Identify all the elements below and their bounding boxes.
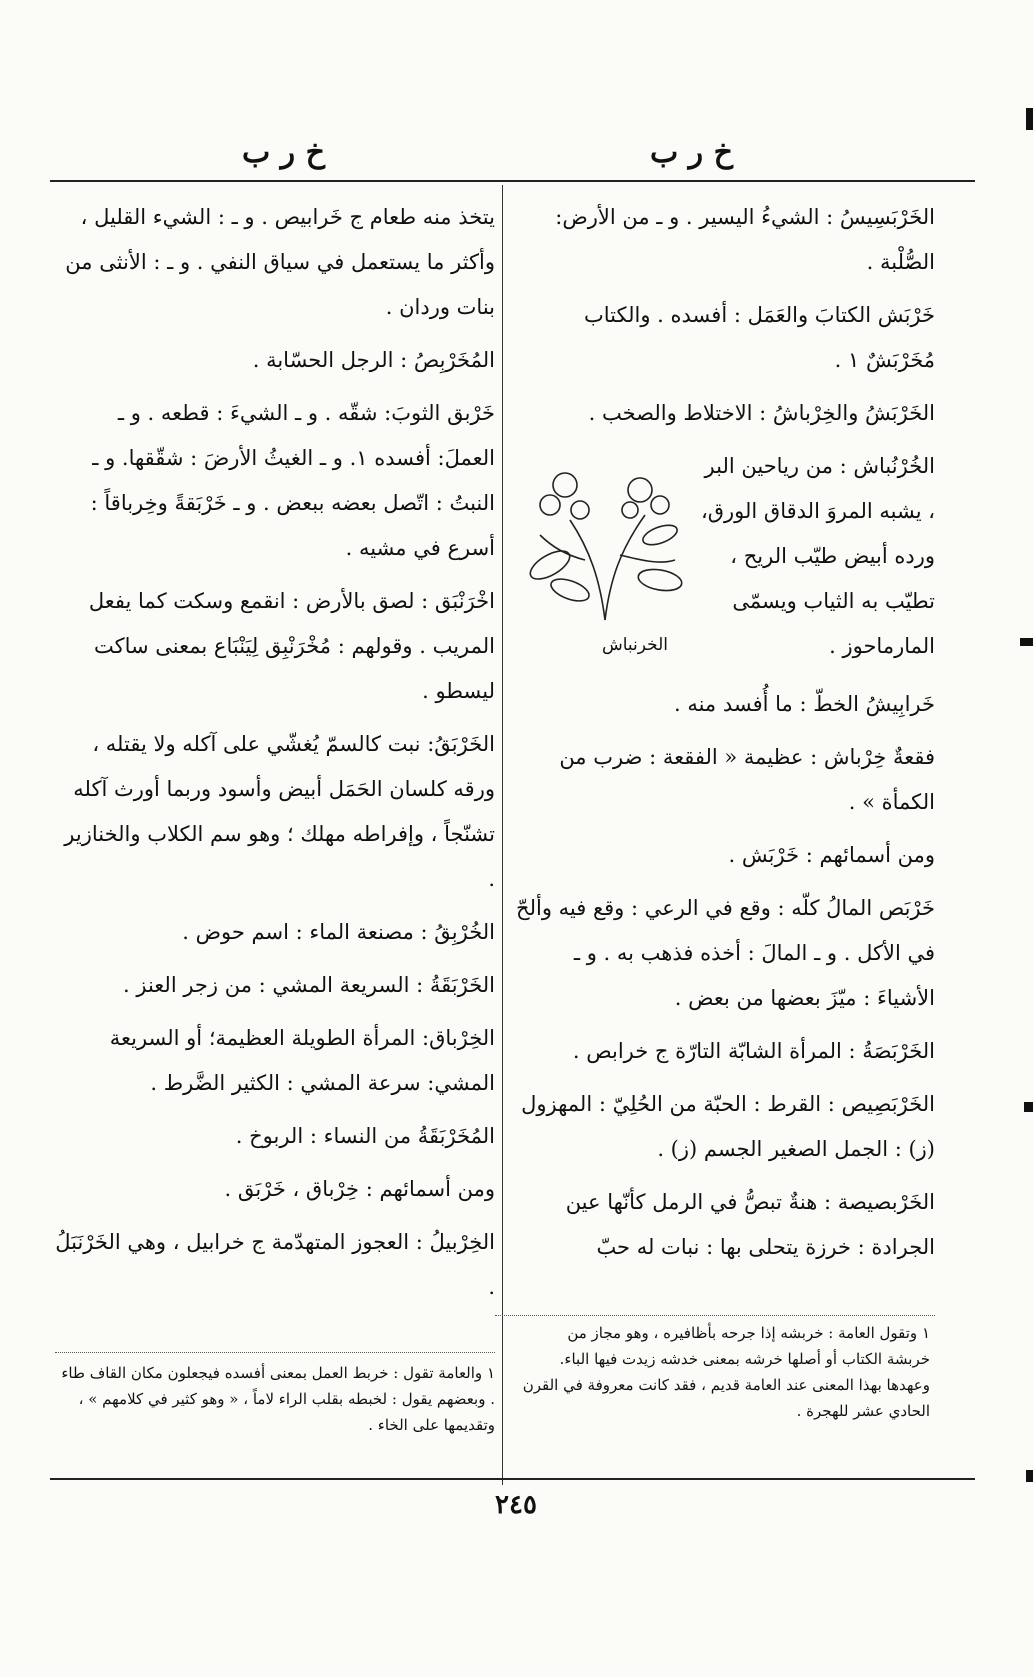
entry: يتخذ منه طعام ج خَرابيص . و ـ : الشيء القليل ، وأكثر ما يستعمل في سياق النفي . و ـ : الأنثى من بنات وردان . bbox=[65, 205, 495, 319]
entry: خَرابِيشُ الخطّ : ما أُفسد منه . bbox=[673, 692, 935, 716]
entry: اخْرَنْبَق : لصق بالأرض : انقمع وسكت كما يفعل المريب . وقولهم : مُخْرَنْبِق لِيَنْبَاع بمعنى ساكت ليسطو . bbox=[88, 589, 495, 703]
footnote-rule-left bbox=[55, 1352, 495, 1353]
page-number: ٢٤٥ bbox=[495, 1490, 537, 1520]
entry: الخَرْبَصَةُ : المرأة الشابّة التارّة ج خرابص . bbox=[572, 1039, 935, 1063]
scan-edge-mark bbox=[1026, 108, 1033, 130]
header-rule bbox=[50, 180, 975, 182]
right-column bbox=[510, 195, 935, 1278]
entry: الخَرْبَشُ والخِرْباشُ : الاختلاط والصخب . bbox=[588, 401, 935, 425]
entry: الخِرْباق: المرأة الطويلة العظيمة؛ أو السريعة المشي: سرعة المشي : الكثير الضَّرط . bbox=[109, 1026, 495, 1095]
scan-edge-mark bbox=[1024, 1102, 1033, 1112]
entry: الخَرْبَصِيص : القرط : الحبّة من الحُلِيّ : المهزول (ز) : الجمل الصغير الجسم (ز) . bbox=[521, 1092, 935, 1161]
entry: الخَرْبَسِيسُ : الشيءُ اليسير . و ـ من الأرض: الصُّلْبة . bbox=[555, 205, 935, 274]
running-header-right: خ ر ب bbox=[650, 135, 733, 170]
plant-illustration bbox=[510, 450, 690, 625]
entry: ومن أسمائهم : خِرْباق ، خَرْبَق . bbox=[224, 1177, 495, 1201]
entry: ومن أسمائهم : خَرْبَش . bbox=[728, 843, 935, 867]
left-column bbox=[55, 195, 495, 1318]
entry: المُخَرْبِصُ : الرجل الحسّابة . bbox=[252, 348, 495, 372]
entry: خَرْبَش الكتابَ والعَمَل : أفسده . والكتاب مُخَرْبَشٌ ١ . bbox=[584, 303, 935, 372]
figure-caption: الخرنباش bbox=[601, 635, 669, 655]
footnote-rule-right bbox=[495, 1315, 935, 1316]
entry: خَرْبَص المالُ كلّه : وقع في الرعي : وقع فيه وألحّ في الأكل . و ـ المالَ : أخذه فذهب به . و ـ الأشياءَ : ميّزَ بعضها من بعض . bbox=[516, 896, 935, 1010]
footer-rule bbox=[50, 1478, 975, 1480]
entry: خَرْبق الثوبَ: شقّه . و ـ الشيءَ : قطعه . و ـ العملَ: أفسده ١. و ـ الغيثُ الأرضَ : شقّقها. و ـ النبتُ : اتّصل بعضه ببعض . و ـ خَرْبَقةً وخِرباقاً : أسرع في مشيه . bbox=[90, 401, 495, 560]
column-divider bbox=[502, 185, 503, 1485]
entry: الخَرْبصيصة : هنةٌ تبصُّ في الرمل كأنّها عين الجرادة : خرزة يتحلى بها : نبات له حبّ bbox=[565, 1190, 935, 1259]
entry: الخِرْبيلُ : العجوز المتهدّمة ج خرابيل ، وهي الخَرْنَبَلُ . bbox=[55, 1230, 495, 1299]
footnote-left: ١ والعامة تقول : خربط العمل بمعنى أفسده فيجعلون مكان القاف طاء . وبعضهم يقول : لخبطه بقلب الراء لاماً ، « وهو كثير في كلامهم » ، وتقديمها على الخاء . bbox=[61, 1364, 495, 1434]
scan-edge-mark bbox=[1026, 1470, 1033, 1482]
entry: الخُرْبِقُ : مصنعة الماء : اسم حوض . bbox=[182, 920, 495, 944]
entry: الخَرْبَقُ: نبت كالسمّ يُغشّي على آكله ولا يقتله ، ورقه كلسان الحَمَل أبيض وأسود وربما أورث آكله تشنّجاً ، وإفراطه مهلك ؛ وهو سم الكلاب والخنازير . bbox=[64, 732, 495, 891]
entry: الخُرْنُباش : من رياحين البر ، يشبه المروَ الدقاق الورق، ورده أبيض طيّب الريح ، تطيّب به الثياب ويسمّى المارماحوز . bbox=[700, 454, 935, 658]
footnote-right: ١ وتقول العامة : خربشه إذا جرحه بأظافيره ، وهو مجاز من خربشة الكتاب أو أصلها خرشه بمعنى خدشه زيدت فيها الباء. وعهدها بهذا المعنى عند العامة قديم ، فقد كانت معروفة في القرن الحادي عشر للهجرة . bbox=[522, 1324, 930, 1420]
entry: الخَرْبَقَةُ : السريعة المشي : من زجر العنز . bbox=[123, 973, 495, 997]
scan-edge-mark bbox=[1020, 638, 1033, 646]
running-header-left: خ ر ب bbox=[242, 135, 325, 170]
entry: المُخَرْبَقَةُ من النساء : الربوخ . bbox=[235, 1124, 495, 1148]
entry: فقعةٌ خِرْباش : عظيمة « الفقعة : ضرب من الكمأة » . bbox=[559, 745, 935, 814]
